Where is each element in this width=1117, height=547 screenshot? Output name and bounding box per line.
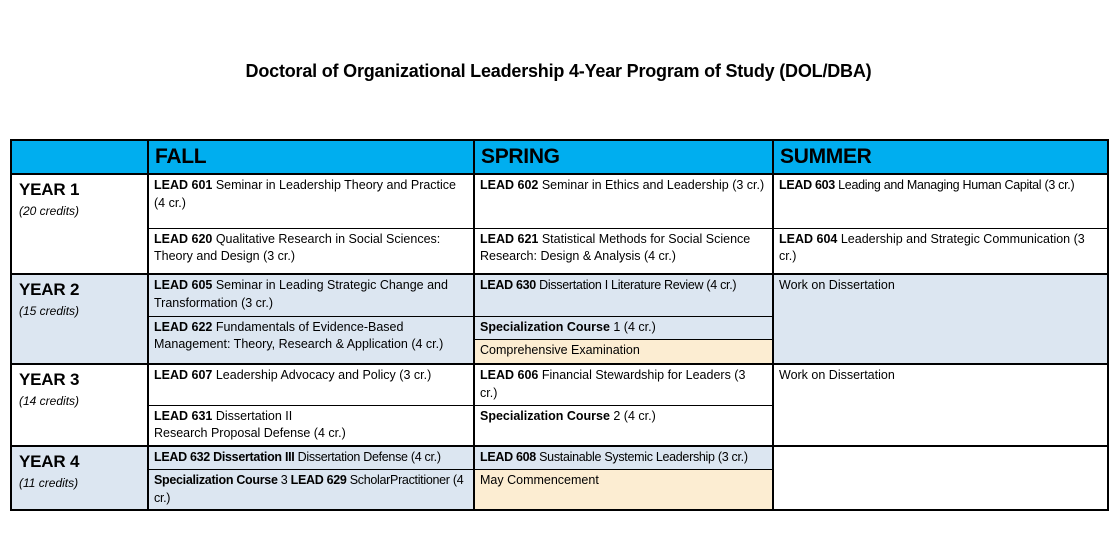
course-code: LEAD 630 xyxy=(480,278,536,292)
course-title: Leadership Advocacy and Policy (3 cr.) xyxy=(212,368,432,382)
course-title: Sustainable Systemic Leadership (3 cr.) xyxy=(535,450,748,464)
course-cell-lead-603 xyxy=(773,174,1108,228)
year-3-label: YEAR 3 xyxy=(19,370,80,389)
year-4-cell xyxy=(11,446,148,510)
milestone-label: May Commencement xyxy=(480,472,599,487)
course-title: Fundamentals of Evidence-Based Management: Theory, Research & Application (4 cr.) xyxy=(154,319,444,352)
course-title: Dissertation Defense (4 cr.) xyxy=(294,450,441,464)
corner-header-cell xyxy=(11,140,148,174)
year-1-label: YEAR 1 xyxy=(19,180,80,199)
course-cell-lead-620 xyxy=(148,228,474,274)
course-code: LEAD 604 xyxy=(779,231,838,246)
course-code: LEAD 631 xyxy=(154,408,213,423)
course-code: LEAD 607 xyxy=(154,368,213,382)
year-3-cell xyxy=(11,364,148,446)
course-title: Leadership and Strategic Communication (3 cr.) xyxy=(779,231,1085,264)
course-title: 1 (4 cr.) xyxy=(609,319,656,334)
course-code: LEAD 621 xyxy=(480,231,539,246)
course-cell-lead-606 xyxy=(474,364,773,405)
course-title: Statistical Methods for Social Science Research: Design & Analysis (4 cr.) xyxy=(480,231,751,264)
course-title: ScholarPractitioner (4 cr.) xyxy=(154,472,464,505)
year-2-credits: (15 credits) xyxy=(19,303,80,318)
year-2-label: YEAR 2 xyxy=(19,280,80,299)
column-header-fall: FALL xyxy=(148,140,474,174)
course-cell-lead-607 xyxy=(148,364,474,405)
program-schedule-table xyxy=(10,139,1109,511)
course-cell-lead-631 xyxy=(148,405,474,446)
course-label: Specialization Course xyxy=(480,408,610,423)
course-title: Dissertation I Literature Review (4 cr.) xyxy=(535,278,737,292)
may-commencement-cell xyxy=(474,469,773,510)
year-4-label: YEAR 4 xyxy=(19,452,80,471)
course-code: LEAD 603 xyxy=(779,178,835,192)
course-cell-lead-601 xyxy=(148,174,474,228)
course-code: LEAD 606 xyxy=(480,368,539,382)
summer-cell-year-2 xyxy=(773,274,1108,364)
specialization-course-1-cell xyxy=(474,316,773,339)
course-code: LEAD 620 xyxy=(154,231,213,246)
course-number: 3 xyxy=(277,472,291,487)
summer-cell-year-3 xyxy=(773,364,1108,446)
course-code: LEAD 622 xyxy=(154,319,213,334)
course-cell-lead-622 xyxy=(148,316,474,364)
column-header-summer: SUMMER xyxy=(773,140,1108,174)
year-1-credits: (20 credits) xyxy=(19,203,80,218)
course-label: LEAD 632 Dissertation III xyxy=(154,450,295,464)
course-code: LEAD 601 xyxy=(154,178,213,192)
course-cell-lead-630 xyxy=(474,274,773,316)
course-code: LEAD 605 xyxy=(154,278,213,292)
course-title: 2 (4 cr.) xyxy=(609,408,656,423)
year-3-credits: (14 credits) xyxy=(19,393,80,408)
course-label: Specialization Course xyxy=(480,319,610,334)
work-on-dissertation-note: Work on Dissertation xyxy=(779,368,895,382)
course-code: LEAD 629 xyxy=(290,472,347,487)
course-cell-lead-632 xyxy=(148,446,474,469)
course-title: Dissertation II xyxy=(212,408,293,423)
course-cell-lead-608 xyxy=(474,446,773,469)
course-title: Seminar in Leading Strategic Change and Transformation (3 cr.) xyxy=(154,278,448,310)
course-line-1 xyxy=(154,408,467,426)
specialization-course-2-cell xyxy=(474,405,773,446)
summer-cell-year-4 xyxy=(773,446,1108,510)
year-2-cell xyxy=(11,274,148,364)
comprehensive-examination-cell xyxy=(474,339,773,364)
course-title: Seminar in Ethics and Leadership (3 cr.) xyxy=(538,178,765,192)
course-title: Financial Stewardship for Leaders (3 cr.) xyxy=(480,368,746,400)
course-title: Leading and Managing Human Capital (3 cr.) xyxy=(834,178,1075,192)
course-cell-lead-621 xyxy=(474,228,773,274)
course-title: Seminar in Leadership Theory and Practice (4 cr.) xyxy=(154,178,457,210)
year-4-credits: (11 credits) xyxy=(19,475,79,490)
course-code: LEAD 602 xyxy=(480,178,539,192)
specialization-course-3-cell xyxy=(148,469,474,510)
course-title: Qualitative Research in Social Sciences: Theory and Design (3 cr.) xyxy=(154,231,441,264)
milestone-label: Comprehensive Examination xyxy=(480,342,640,357)
page-title: Doctoral of Organizational Leadership 4-Year Program of Study (DOL/DBA) xyxy=(245,61,872,81)
course-code: LEAD 608 xyxy=(480,450,536,464)
year-1-cell xyxy=(11,174,148,274)
course-label: Specialization Course xyxy=(154,472,278,487)
course-cell-lead-605 xyxy=(148,274,474,316)
course-cell-lead-602 xyxy=(474,174,773,228)
column-header-spring: SPRING xyxy=(474,140,773,174)
work-on-dissertation-note: Work on Dissertation xyxy=(779,278,895,292)
course-cell-lead-604 xyxy=(773,228,1108,274)
course-line-2: Research Proposal Defense (4 cr.) xyxy=(154,426,346,441)
